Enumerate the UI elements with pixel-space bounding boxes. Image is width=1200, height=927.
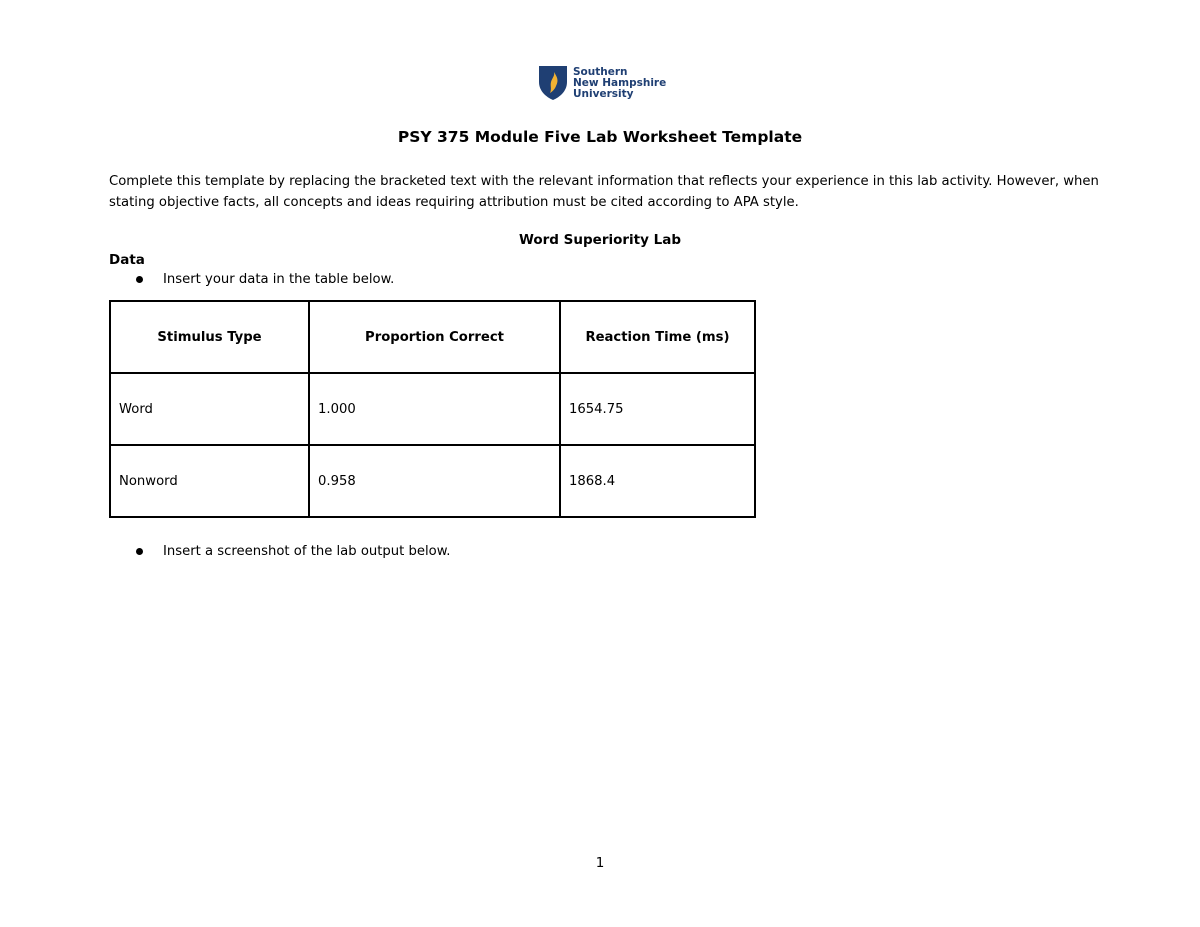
- logo-wordmark: [573, 67, 666, 100]
- shield-logo-icon: [538, 65, 568, 101]
- logo-line-1: Southern: [573, 65, 628, 78]
- logo-line-3: University: [573, 87, 634, 100]
- bullet-text: Insert a screenshot of the lab output below.: [163, 544, 451, 559]
- bullet-icon: [136, 548, 143, 555]
- table-row: [110, 373, 755, 445]
- section-title: Word Superiority Lab: [518, 232, 682, 248]
- table-cell: 1868.4: [560, 445, 755, 517]
- intro-paragraph: Complete this template by replacing the bracketed text with the relevant information that reflects your experience in this lab activity. However, when stating objective facts, all concepts and ideas requiring attribution must be cited according to APA style.: [109, 174, 1099, 210]
- bullet-item: [136, 544, 451, 559]
- header-proportion-correct: Proportion Correct: [309, 301, 560, 373]
- data-heading: Data: [109, 252, 145, 268]
- data-table: [109, 300, 756, 518]
- table-cell: Nonword: [110, 445, 309, 517]
- bullet-icon: [136, 276, 143, 283]
- document-title: PSY 375 Module Five Lab Worksheet Template: [397, 128, 803, 146]
- table-row: [110, 445, 755, 517]
- table-cell: Word: [110, 373, 309, 445]
- logo-line-2: New Hampshire: [573, 76, 667, 89]
- bullet-text: Insert your data in the table below.: [163, 272, 395, 287]
- table-cell: 1654.75: [560, 373, 755, 445]
- header-stimulus-type: Stimulus Type: [110, 301, 309, 373]
- header-reaction-time: Reaction Time (ms): [560, 301, 755, 373]
- table-header-row: [110, 301, 755, 373]
- university-logo: [538, 65, 666, 101]
- bullet-item: [136, 272, 394, 287]
- page-number: 1: [595, 855, 605, 871]
- table-cell: 0.958: [309, 445, 560, 517]
- table-cell: 1.000: [309, 373, 560, 445]
